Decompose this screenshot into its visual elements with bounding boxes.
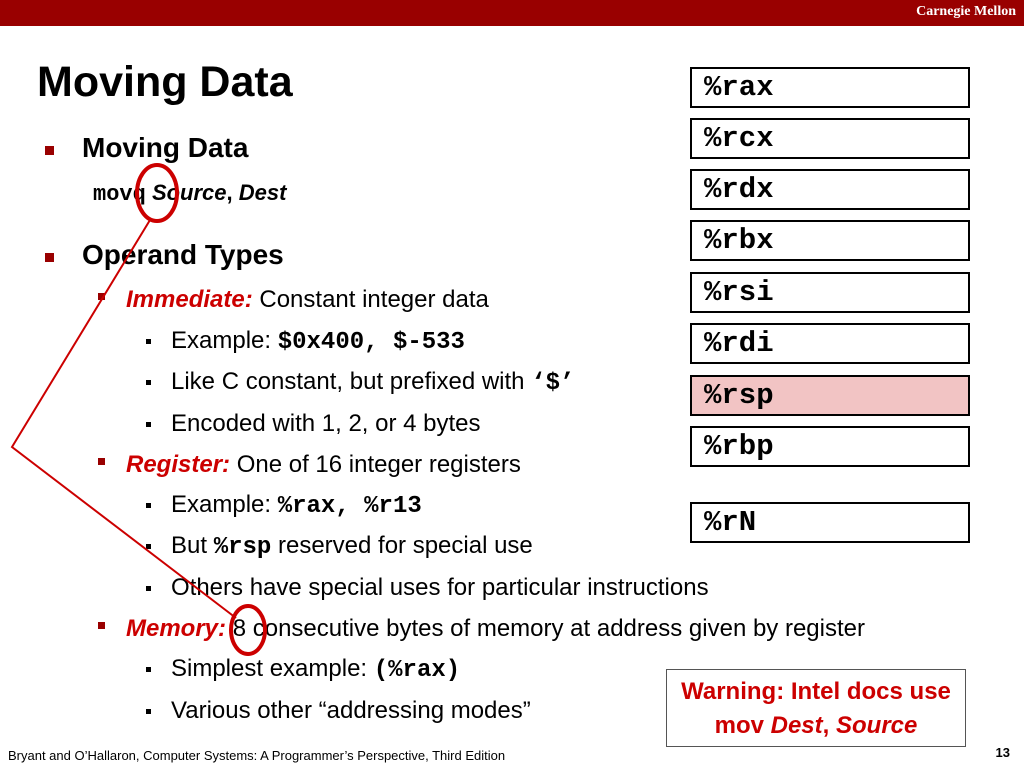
memory-simplest: Simplest example: (%rax) [171,655,461,684]
instr-mnemonic: movq [93,182,146,207]
page-number: 13 [995,745,1010,760]
page-title: Moving Data [37,58,293,106]
instruction-syntax: movq Source, Dest [93,180,287,207]
bullet-moving-data: Moving Data [82,132,249,163]
bullet-square-icon [45,146,54,155]
memory-various: Various other “addressing modes” [171,697,531,724]
sub-sub-bullet-icon [146,586,151,591]
register-term: Register: [126,451,231,478]
sub-bullet-icon [98,293,105,300]
operand-immediate: Immediate: Constant integer data [126,286,489,313]
sub-sub-bullet-icon [146,380,151,385]
register-example: Example: %rax, %r13 [171,491,422,520]
immediate-encoded: Encoded with 1, 2, or 4 bytes [171,410,481,437]
immediate-example: Example: $0x400, $-533 [171,327,465,356]
register-box: %rdx [690,169,970,210]
memory-example-code: (%rax) [373,657,461,684]
immediate-term: Immediate: [126,286,253,313]
immediate-example-code: $0x400, $-533 [277,329,465,356]
register-box: %rcx [690,118,970,159]
register-box: %rax [690,67,970,108]
instr-dest: Dest [238,180,287,205]
sub-bullet-icon [98,458,105,465]
register-box: %rsi [690,272,970,313]
sub-sub-bullet-icon [146,544,151,549]
register-box: %rbp [690,426,970,467]
register-example-code: %rax, %r13 [277,493,422,520]
warning-line-1: Warning: Intel docs use [681,678,951,705]
sub-bullet-icon [98,622,105,629]
footer-citation: Bryant and O’Hallaron, Computer Systems: A Programmer’s Perspective, Third Edition [8,748,506,763]
sub-sub-bullet-icon [146,503,151,508]
sub-sub-bullet-icon [146,667,151,672]
sub-sub-bullet-icon [146,422,151,427]
operand-memory: Memory: 8 consecutive bytes of memory at address given by register [126,615,865,642]
instr-source: Source [151,180,227,205]
rsp-code: %rsp [213,534,272,561]
operand-register: Register: One of 16 integer registers [126,451,521,478]
sub-sub-bullet-icon [146,339,151,344]
register-rsp-note: But %rsp reserved for special use [171,532,533,561]
warning-line-2: mov Dest, Source [714,712,918,739]
warning-box [666,669,966,747]
register-box: %rbx [690,220,970,261]
bullet-square-icon [45,253,54,262]
sub-sub-bullet-icon [146,709,151,714]
immediate-like-c: Like C constant, but prefixed with ‘$’ [171,368,575,397]
register-box: %rdi [690,323,970,364]
register-box-generic: %rN [690,502,970,543]
register-others: Others have special uses for particular instructions [171,574,709,601]
register-box-highlighted: %rsp [690,375,970,416]
memory-term: Memory: [126,615,227,642]
dollar-prefix-code: ‘$’ [531,370,575,397]
bullet-operand-types: Operand Types [82,239,284,270]
header-bar [0,0,1024,26]
org-name: Carnegie Mellon [916,4,1016,19]
